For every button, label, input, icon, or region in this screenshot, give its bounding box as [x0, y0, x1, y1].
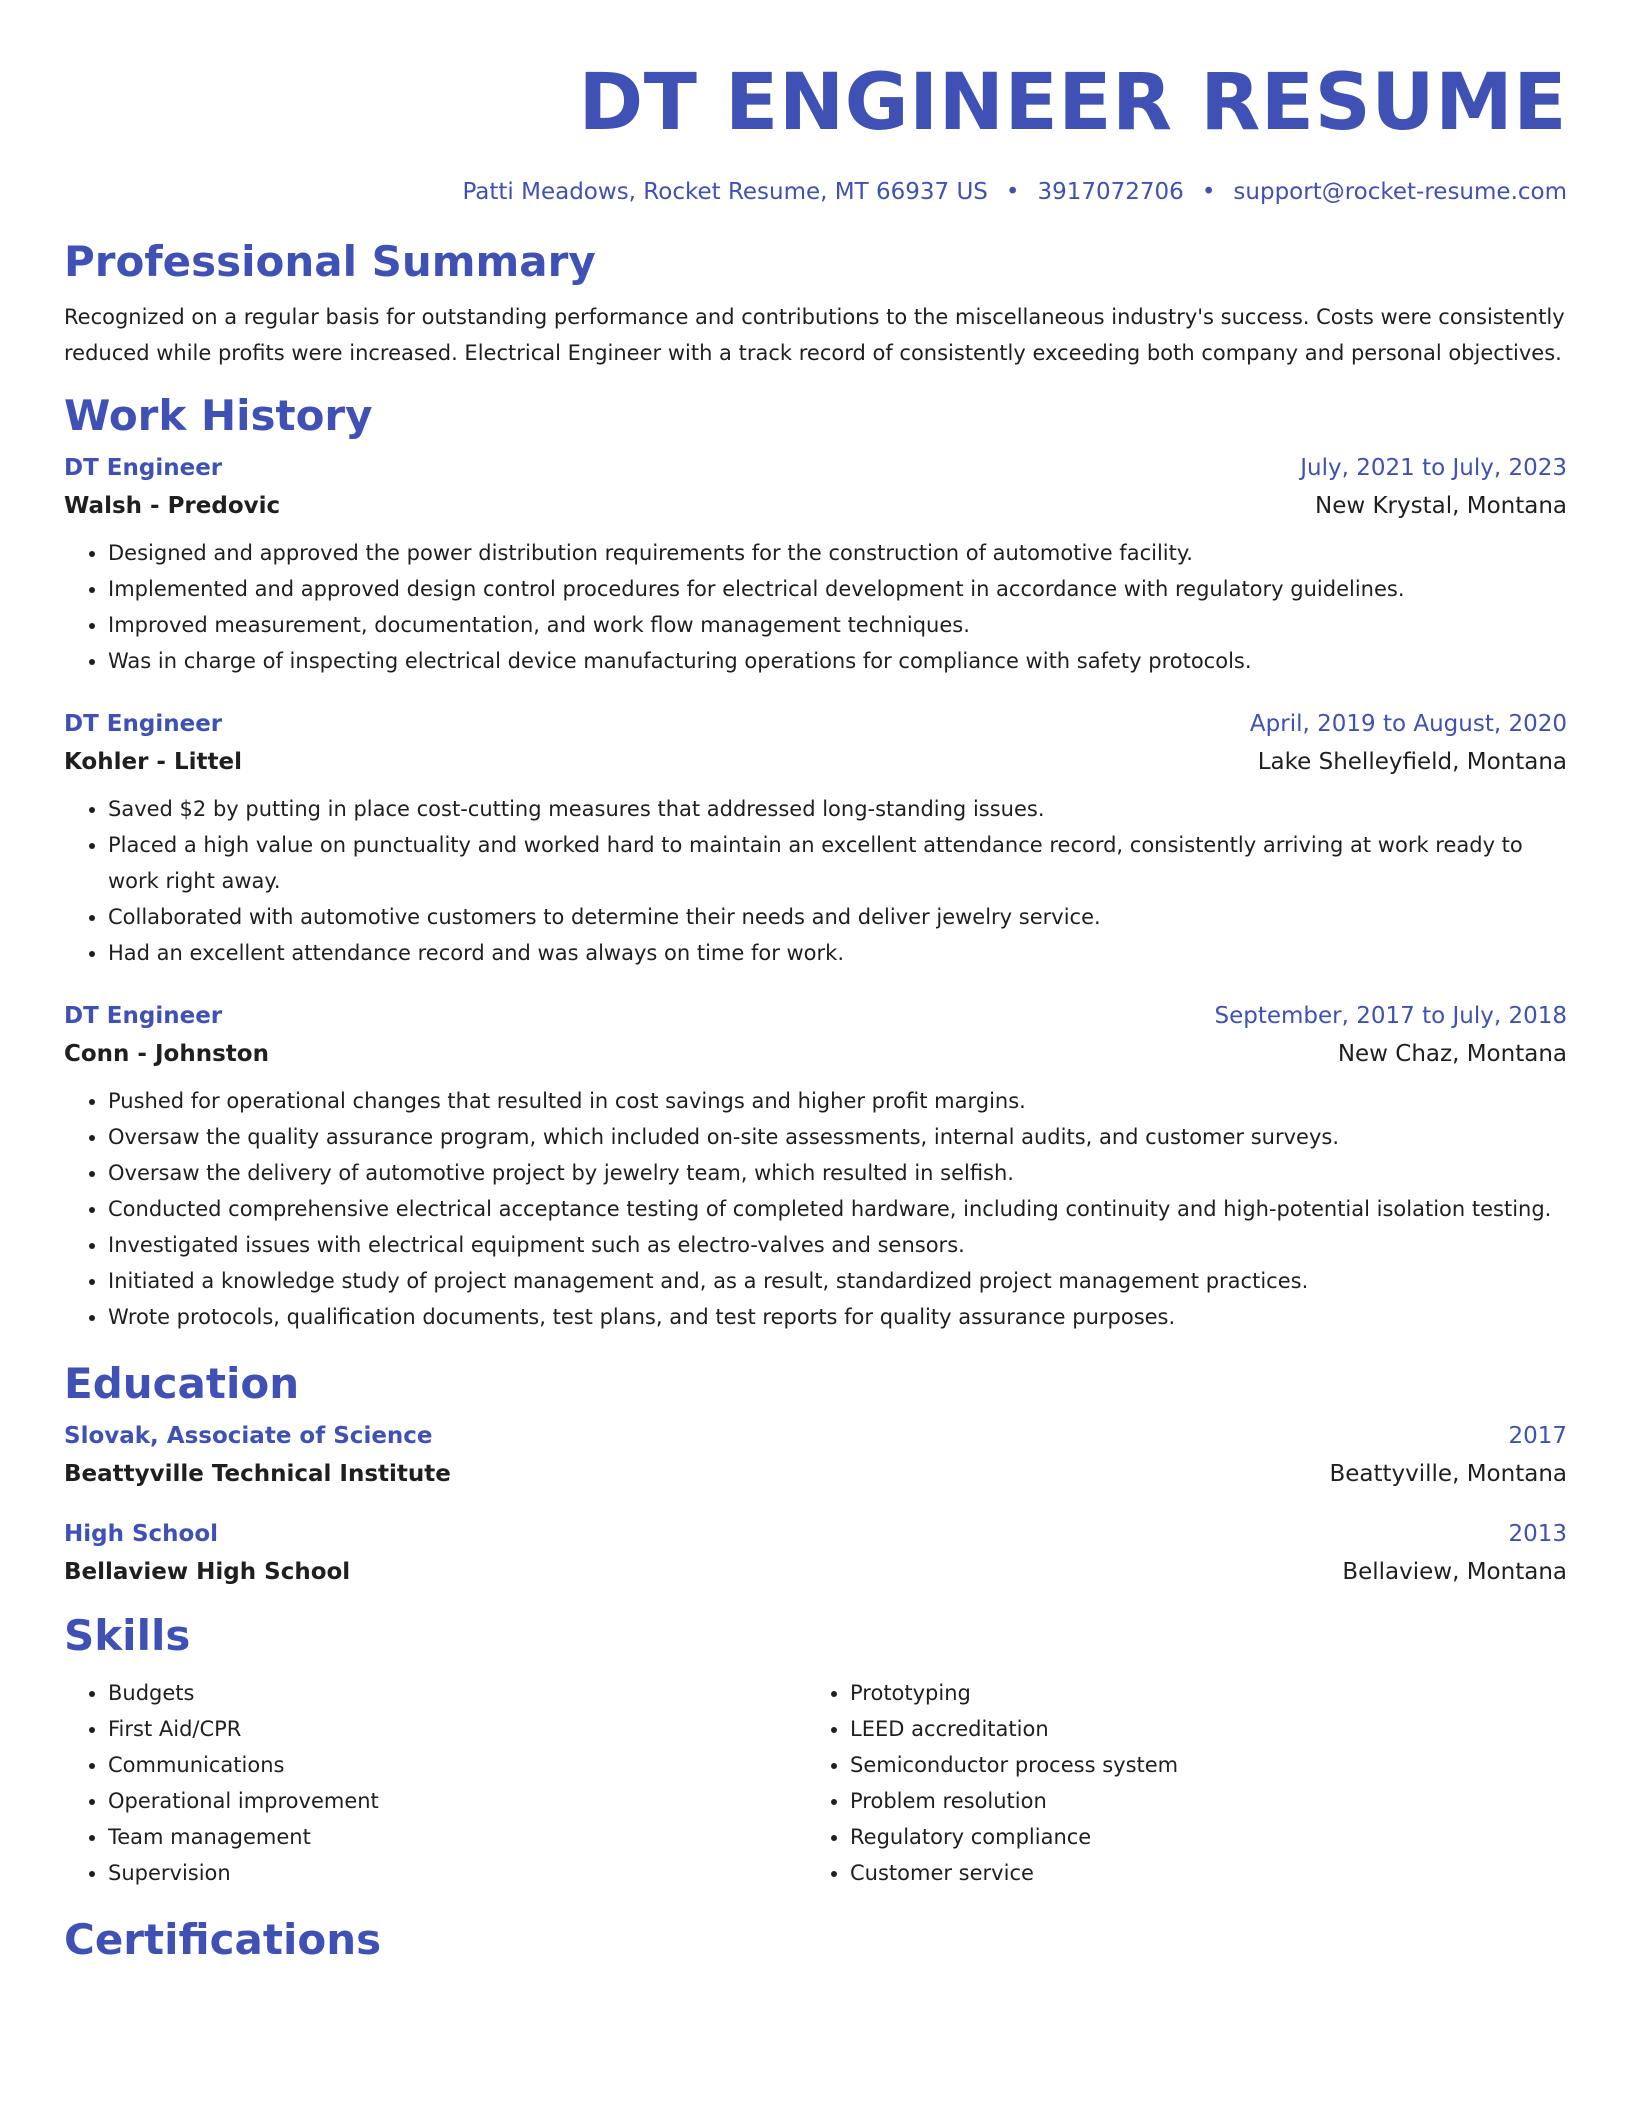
job-title: DT Engineer — [64, 1003, 223, 1029]
education-year: 2013 — [1508, 1521, 1567, 1547]
education-school: Bellaview High School — [64, 1559, 351, 1585]
skill-item: • Operational improvement — [108, 1783, 806, 1819]
skill-item: • LEED accreditation — [850, 1711, 1548, 1747]
skill-item: • Regulatory compliance — [850, 1819, 1548, 1855]
contact-separator: • — [1005, 179, 1020, 205]
job-bullet: • Saved $2 by putting in place cost-cutting measures that addressed long-standing issues. — [108, 791, 1567, 827]
job-company: Walsh - Predovic — [64, 493, 281, 519]
job-location: New Chaz, Montana — [1337, 1041, 1567, 1067]
skill-item: • Supervision — [108, 1855, 806, 1891]
job-dates: July, 2021 to July, 2023 — [1300, 455, 1567, 481]
skill-item: • Customer service — [850, 1855, 1548, 1891]
section-title-skills: Skills — [64, 1611, 191, 1660]
contact-line — [64, 178, 1567, 206]
skill-item: • First Aid/CPR — [108, 1711, 806, 1747]
job-location: New Krystal, Montana — [1314, 493, 1567, 519]
job-title: DT Engineer — [64, 711, 223, 737]
job-bullet: • Pushed for operational changes that resulted in cost savings and higher profit margins. — [108, 1083, 1567, 1119]
job-bullets — [64, 791, 1567, 971]
job-bullet: • Collaborated with automotive customers to determine their needs and deliver jewelry service. — [108, 899, 1567, 935]
job-bullet: • Improved measurement, documentation, and work flow management techniques. — [108, 607, 1567, 643]
skill-item: • Semiconductor process system — [850, 1747, 1548, 1783]
education-school: Beattyville Technical Institute — [64, 1461, 451, 1487]
skill-item: • Communications — [108, 1747, 806, 1783]
section-title-work-history: Work History — [64, 391, 373, 440]
job-bullet: • Investigated issues with electrical equipment such as electro-valves and sensors. — [108, 1227, 1567, 1263]
section-title-certifications: Certifications — [64, 1915, 382, 1964]
job-title: DT Engineer — [64, 455, 223, 481]
job-bullet: • Oversaw the quality assurance program, which included on-site assessments, internal audits, and customer surveys. — [108, 1119, 1567, 1155]
education-degree: High School — [64, 1521, 219, 1547]
job-bullets — [64, 1083, 1567, 1335]
resume-page — [64, 0, 1567, 2112]
section-title-summary: Professional Summary — [64, 237, 596, 286]
contact-address: Patti Meadows, Rocket Resume, MT 66937 US — [462, 179, 988, 205]
job-bullet: • Oversaw the delivery of automotive project by jewelry team, which resulted in selfish. — [108, 1155, 1567, 1191]
summary-text: Recognized on a regular basis for outstanding performance and contributions to the miscellaneous industry's success. Costs were consistently reduced while profits were increased. Electrical Engineer with a track record of consistently exceeding both company and personal objectives. — [64, 305, 1565, 365]
skills-column-left — [64, 1675, 806, 1891]
job-bullet: • Implemented and approved design control procedures for electrical development in accordance with regulatory guidelines. — [108, 571, 1567, 607]
job-bullet: • Was in charge of inspecting electrical device manufacturing operations for compliance with safety protocols. — [108, 643, 1567, 679]
contact-separator: • — [1201, 179, 1216, 205]
education-year: 2017 — [1508, 1423, 1567, 1449]
skill-item: • Budgets — [108, 1675, 806, 1711]
skill-item: • Prototyping — [850, 1675, 1548, 1711]
section-title-education: Education — [64, 1359, 300, 1408]
contact-phone: 3917072706 — [1037, 179, 1184, 205]
job-entry — [64, 1001, 1567, 1335]
skills-column-right — [806, 1675, 1548, 1891]
job-bullet: • Designed and approved the power distribution requirements for the construction of automotive facility. — [108, 535, 1567, 571]
job-dates: September, 2017 to July, 2018 — [1214, 1003, 1567, 1029]
contact-email[interactable]: support@rocket-resume.com — [1233, 179, 1567, 205]
job-bullets — [64, 535, 1567, 679]
skills-list — [64, 1675, 1567, 1891]
job-bullet: • Placed a high value on punctuality and worked hard to maintain an excellent attendance record, consistently arriving at work ready to work right away. — [108, 827, 1567, 899]
job-company: Kohler - Littel — [64, 749, 242, 775]
job-bullet: • Initiated a knowledge study of project management and, as a result, standardized project management practices. — [108, 1263, 1567, 1299]
job-bullet: • Conducted comprehensive electrical acceptance testing of completed hardware, including continuity and high-potential isolation testing. — [108, 1191, 1567, 1227]
skill-item: • Team management — [108, 1819, 806, 1855]
education-entry — [64, 1519, 1567, 1587]
job-company: Conn - Johnston — [64, 1041, 269, 1067]
education-degree: Slovak, Associate of Science — [64, 1423, 433, 1449]
education-entry — [64, 1421, 1567, 1489]
job-entry — [64, 453, 1567, 679]
education-location: Beattyville, Montana — [1329, 1461, 1567, 1487]
job-bullet: • Had an excellent attendance record and was always on time for work. — [108, 935, 1567, 971]
job-entry — [64, 709, 1567, 971]
job-location: Lake Shelleyfield, Montana — [1257, 749, 1567, 775]
job-bullet: • Wrote protocols, qualification documents, test plans, and test reports for quality assurance purposes. — [108, 1299, 1567, 1335]
skill-item: • Problem resolution — [850, 1783, 1548, 1819]
education-location: Bellaview, Montana — [1342, 1559, 1567, 1585]
job-dates: April, 2019 to August, 2020 — [1249, 711, 1567, 737]
resume-title: DT ENGINEER RESUME — [578, 58, 1567, 148]
